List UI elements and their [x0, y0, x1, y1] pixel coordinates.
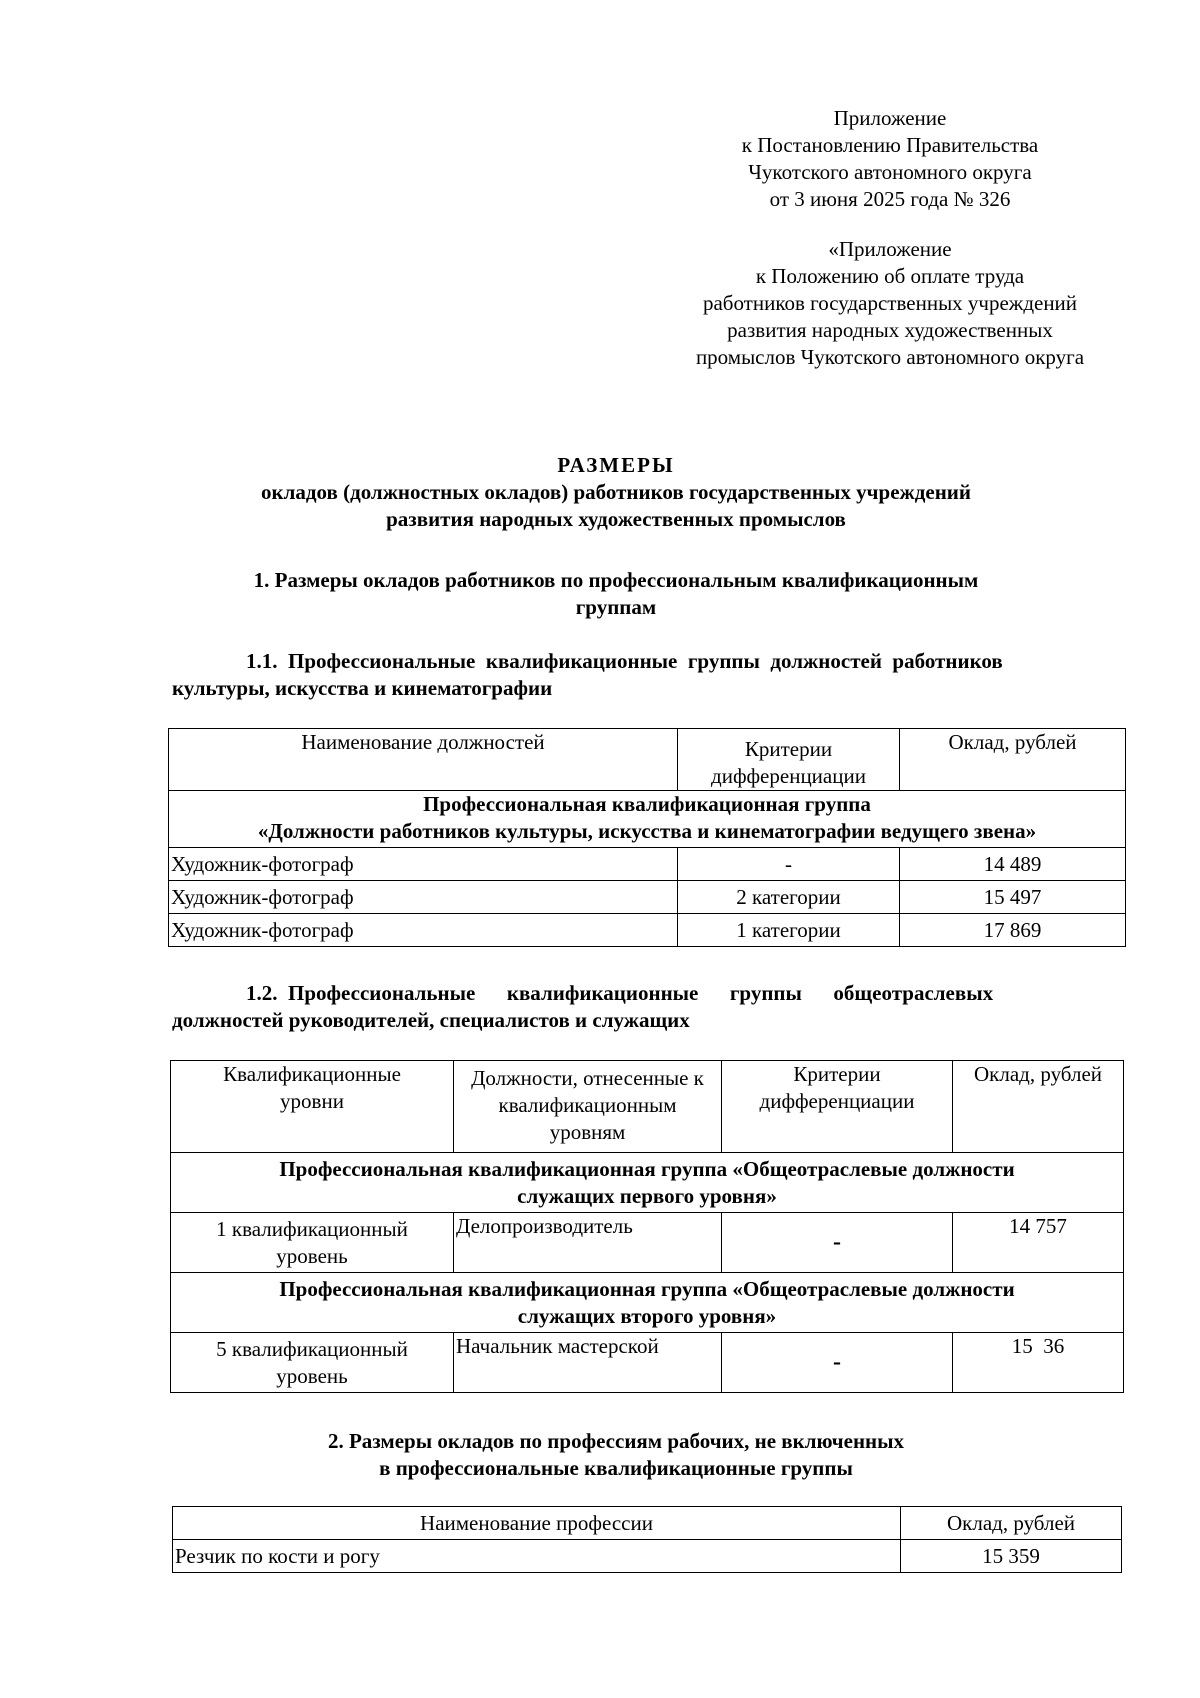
annex-line: к Положению об оплате труда: [755, 264, 1025, 288]
header-cell: Критерии дифференциации: [722, 1061, 953, 1153]
position-cell: Художник-фотограф: [169, 881, 678, 914]
section-1-heading: [160, 567, 1072, 621]
group-line: Профессиональная квалификационная группа «Общеотраслевые должности: [279, 1157, 1015, 1181]
table-row: [173, 1540, 1122, 1573]
table-row: [171, 1333, 1124, 1393]
annex-line: к Постановлению Правительства: [741, 133, 1039, 157]
table-row: [171, 1213, 1124, 1273]
annex-line: «Приложение: [828, 237, 952, 261]
annex-line: работников государственных учреждений: [702, 291, 1078, 315]
salary-cell: 15 359: [901, 1540, 1122, 1573]
salary-cell: 15 36: [953, 1333, 1124, 1393]
position-cell: Делопроизводитель: [454, 1213, 722, 1273]
salary-cell: 15 497: [900, 881, 1126, 914]
group-line: служащих первого уровня»: [517, 1184, 777, 1208]
salary-cell: 17 869: [900, 914, 1126, 947]
criteria-cell: -: [722, 1333, 953, 1393]
annex-line: развития народных художественных: [727, 318, 1053, 342]
group-line: Профессиональная квалификационная группа «Общеотраслевые должности: [279, 1277, 1015, 1301]
header-cell: Наименование профессии: [173, 1507, 901, 1540]
group-line: служащих второго уровня»: [517, 1304, 777, 1328]
header-cell: Оклад, рублей: [900, 729, 1126, 791]
annex-line: промыслов Чукотского автономного округа: [695, 345, 1085, 369]
title-line: развития народных художественных промыслов: [386, 507, 846, 531]
annex-line: Чукотского автономного округа: [748, 160, 1032, 184]
annex-subheader: [610, 236, 1170, 371]
document-title: [160, 452, 1072, 533]
position-cell: Начальник мастерской: [454, 1333, 722, 1393]
heading-line: культуры, искусства и кинематографии: [172, 676, 553, 700]
heading-line: 1. Размеры окладов работников по профессиональным квалификационным: [253, 568, 979, 592]
section-1-1-heading: [172, 648, 1122, 702]
table-row: [169, 914, 1126, 947]
annex-line: Приложение: [833, 106, 947, 130]
heading-line: 1.1. Профессиональные квалификационные группы должностей работников: [246, 649, 1003, 673]
header-cell: Наименование должностей: [169, 729, 678, 791]
header-cell: Критерии дифференциации: [678, 729, 900, 791]
criteria-cell: -: [722, 1213, 953, 1273]
title-line: РАЗМЕРЫ: [557, 453, 675, 477]
level-cell: 1 квалификационный уровень: [171, 1213, 454, 1273]
table-row: [169, 881, 1126, 914]
table-row: [169, 848, 1126, 881]
group-header-row: [171, 1273, 1124, 1333]
position-cell: Художник-фотограф: [169, 848, 678, 881]
criteria-cell: 1 категории: [678, 914, 900, 947]
profession-cell: Резчик по кости и рогу: [173, 1540, 901, 1573]
salary-cell: 14 757: [953, 1213, 1124, 1273]
section-1-2-heading: [172, 980, 1122, 1034]
section-2-heading: [160, 1428, 1072, 1482]
heading-line: в профессиональные квалификационные группы: [379, 1456, 853, 1480]
title-line: окладов (должностных окладов) работников государственных учреждений: [261, 480, 971, 504]
header-cell: Должности, отнесенные к квалификационным уровням: [454, 1061, 722, 1153]
heading-line: группам: [575, 595, 657, 619]
annex-line: от 3 июня 2025 года № 326: [769, 187, 1011, 211]
group-line: Профессиональная квалификационная группа: [423, 792, 871, 816]
annex-header: [640, 105, 1140, 213]
header-cell: Квалификационные уровни: [171, 1061, 454, 1153]
header-cell: Оклад, рублей: [953, 1061, 1124, 1153]
salary-cell: 14 489: [900, 848, 1126, 881]
group-line: «Должности работников культуры, искусства и кинематографии ведущего звена»: [257, 819, 1037, 843]
heading-line: должностей руководителей, специалистов и служащих: [172, 1008, 690, 1032]
position-cell: Художник-фотограф: [169, 914, 678, 947]
group-header-row: [169, 791, 1126, 848]
table-worker-professions: [172, 1506, 1122, 1573]
group-header-row: [171, 1153, 1124, 1213]
table-general-positions: [170, 1060, 1124, 1393]
header-cell: Оклад, рублей: [901, 1507, 1122, 1540]
heading-line: 2. Размеры окладов по профессиям рабочих, не включенных: [327, 1429, 905, 1453]
criteria-cell: 2 категории: [678, 881, 900, 914]
criteria-cell: -: [678, 848, 900, 881]
table-culture-positions: [168, 728, 1126, 947]
heading-line: 1.2. Профессиональные квалификационные группы общеотраслевых: [246, 981, 994, 1005]
level-cell: 5 квалификационный уровень: [171, 1333, 454, 1393]
